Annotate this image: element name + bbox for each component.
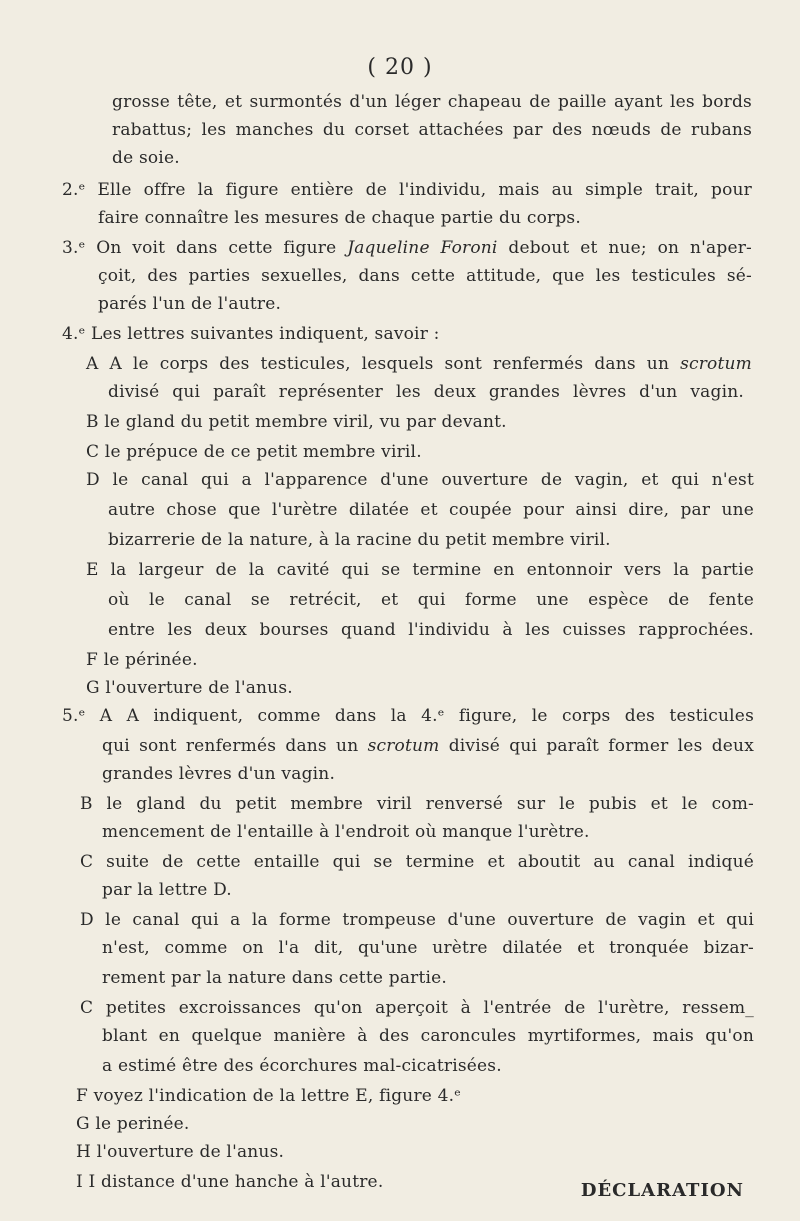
text-line: C petites excroissances qu'on aperçoit à l'entrée de l'urètre, ressem_ [80, 998, 754, 1018]
text-line: faire connaître les mesures de chaque partie du corps. [98, 208, 581, 228]
text-line: I I distance d'une hanche à l'autre. [76, 1172, 384, 1192]
text-line: F voyez l'indication de la lettre E, figure 4.ᵉ [76, 1086, 462, 1106]
text-line: grosse tête, et surmontés d'un léger chapeau de paille ayant les bords [112, 92, 752, 112]
text-line: C suite de cette entaille qui se termine et aboutit au canal indiqué [80, 852, 754, 872]
text-line: rement par la nature dans cette partie. [102, 968, 448, 988]
text-line: rabattus; les manches du corset attachées par des nœuds de rubans [112, 120, 752, 140]
catchword: DÉCLARATION [580, 1180, 744, 1201]
text-line: parés l'un de l'autre. [98, 294, 282, 314]
text-line: A A le corps des testicules, lesquels sont renfermés dans un scrotum [86, 354, 752, 374]
text-line: 3.ᵉ On voit dans cette figure Jaqueline Foroni debout et nue; on n'aper- [62, 238, 752, 258]
text-line: 4.ᵉ Les lettres suivantes indiquent, savoir : [62, 324, 440, 344]
text-line: 5.ᵉ A A indiquent, comme dans la 4.ᵉ figure, le corps des testicules [62, 706, 754, 726]
text-line: mencement de l'entaille à l'endroit où manque l'urètre. [102, 822, 590, 842]
text-line: 2.ᵉ Elle offre la figure entière de l'individu, mais au simple trait, pour [62, 180, 752, 200]
text-line: grandes lèvres d'un vagin. [102, 764, 336, 784]
text-line: H l'ouverture de l'anus. [76, 1142, 285, 1162]
text-line: B le gland du petit membre viril, vu par devant. [86, 412, 507, 432]
text-line: entre les deux bourses quand l'individu à les cuisses rapprochées. [108, 620, 754, 640]
text-line: a estimé être des écorchures mal-cicatrisées. [102, 1056, 502, 1076]
text-line: par la lettre D. [102, 880, 232, 900]
text-line: autre chose que l'urètre dilatée et coupée pour ainsi dire, par une [108, 500, 754, 520]
text-line: D le canal qui a l'apparence d'une ouverture de vagin, et qui n'est [86, 470, 754, 490]
text-line: qui sont renfermés dans un scrotum divisé qui paraît former les deux [102, 736, 754, 756]
text-line: blant en quelque manière à des caroncules myrtiformes, mais qu'on [102, 1026, 754, 1046]
text-line: G le perinée. [76, 1114, 190, 1134]
text-line: C le prépuce de ce petit membre viril. [86, 442, 422, 462]
text-line: F le périnée. [86, 650, 198, 670]
text-line: B le gland du petit membre viril renversé sur le pubis et le com- [80, 794, 754, 814]
text-line: G l'ouverture de l'anus. [86, 678, 293, 698]
text-line: D le canal qui a la forme trompeuse d'une ouverture de vagin et qui [80, 910, 754, 930]
text-line: çoit, des parties sexuelles, dans cette attitude, que les testicules sé- [98, 266, 752, 286]
page-number: ( 20 ) [367, 55, 433, 80]
text-line: n'est, comme on l'a dit, qu'une urètre dilatée et tronquée bizar- [102, 938, 754, 958]
text-line: où le canal se retrécit, et qui forme une espèce de fente [108, 590, 754, 610]
text-line: de soie. [112, 148, 180, 168]
text-line: E la largeur de la cavité qui se termine en entonnoir vers la partie [86, 560, 754, 580]
text-line: bizarrerie de la nature, à la racine du petit membre viril. [108, 530, 611, 550]
text-line: divisé qui paraît représenter les deux grandes lèvres d'un vagin. [108, 382, 744, 402]
